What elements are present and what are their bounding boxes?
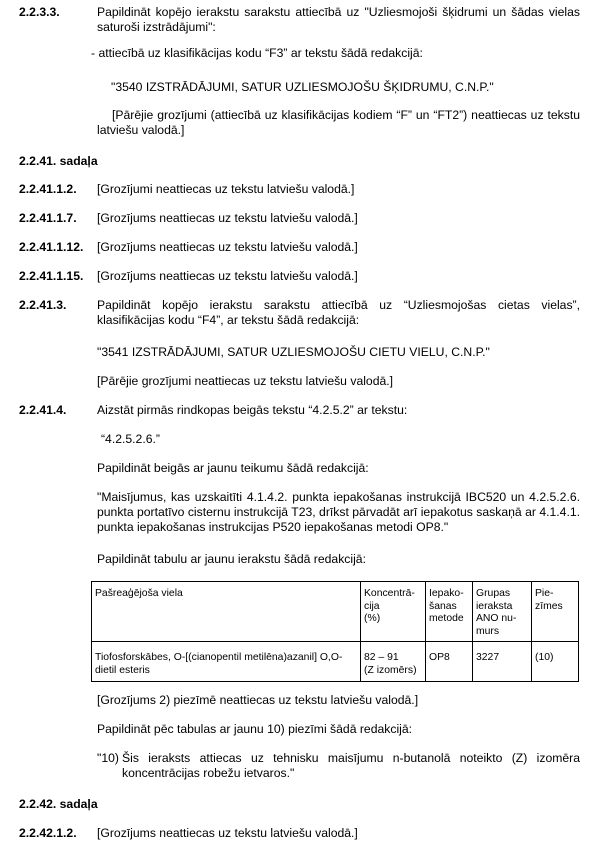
paragraph: - attiecībā uz klasifikācijas kodu “F3” ar tekstu šādā redakcijā: [91,46,423,60]
paragraph: Papildināt kopējo ierakstu sarakstu attiecībā uz "Uzliesmojoši šķidrumi un šādas vielas saturoši izstrādājumi": [97,5,580,34]
note-label: "10) [97,751,119,765]
paragraph: [Grozījums 2) piezīmē neattiecas uz tekstu latviešu valodā.] [97,693,419,707]
table-header-cell: Pašreaģējoša viela [92,582,361,642]
paragraph: Papildināt tabulu ar jaunu ierakstu šādā redakcijā: [97,552,366,566]
table-header-cell: Iepako- šanas metode [426,582,473,642]
table-cell: Tiofosforskābes, O-[(cianopentil metilēna)azanil] O,O-dietil esteris [92,642,361,682]
table-header-cell: Pie- zīmes [532,582,579,642]
table-row [92,642,579,682]
paragraph: Papildināt pēc tabulas ar jaunu 10) piezīmi šādā redakcijā: [97,722,413,736]
paragraph: Papildināt kopējo ierakstu sarakstu attiecībā uz “Uzliesmojošas cietas vielas”, klasifikācijas kodu “F4”, ar tekstu šādā redakcijā: [97,298,580,327]
item-text: [Grozījums neattiecas uz tekstu latviešu valodā.] [97,240,358,254]
section-heading: 2.2.42. sadaļa [19,797,98,811]
table-header-row [92,582,579,642]
item-number: 2.2.41.1.15. [19,269,84,283]
quoted-entry: "3540 IZSTRĀDĀJUMI, SATUR UZLIESMOJOŠU ŠĶIDRUMU, C.N.P." [111,80,494,94]
item-number: 2.2.41.3. [19,298,67,312]
section-number: 2.2.3.3. [19,5,60,19]
substance-table [91,581,579,682]
quoted-paragraph: "Maisījumus, kas uzskaitīti 4.1.4.2. punkta iepakošanas instrukcijā IBC520 un 4.2.5.2.6. punkta portatīvo cisternu instrukcijā T23, drīkst pārvadāt arī iepakotus saskaņā ar 4.1.4.1. punkta iepakošanas instrukcijas P520 iepakošanas metodi OP8." [97,490,580,534]
item-number: 2.2.41.1.12. [19,240,84,254]
item-text: [Grozījums neattiecas uz tekstu latviešu valodā.] [97,826,358,840]
paragraph: [Pārējie grozījumi neattiecas uz tekstu latviešu valodā.] [97,374,394,388]
table-cell: 82 – 91 (Z izomērs) [361,642,426,682]
paragraph: Aizstāt pirmās rindkopas beigās tekstu “4.2.5.2” ar tekstu: [97,403,408,417]
paragraph: [Pārējie grozījumi (attiecībā uz klasifikācijas kodiem “F” un “FT2”) neattiecas uz tekstu latviešu valodā.] [97,108,580,137]
item-text: [Grozījums neattiecas uz tekstu latviešu valodā.] [97,269,358,283]
table-cell: OP8 [426,642,473,682]
quoted-entry: "3541 IZSTRĀDĀJUMI, SATUR UZLIESMOJOŠU CIETU VIELU, C.N.P." [97,345,490,359]
item-text: [Grozījums neattiecas uz tekstu latviešu valodā.] [97,211,358,225]
table-header-cell: Grupas ieraksta ANO nu- murs [473,582,532,642]
item-number: 2.2.42.1.2. [19,826,77,840]
section-heading: 2.2.41. sadaļa [19,154,98,168]
table-header-cell: Koncentrā- cija (%) [361,582,426,642]
table-cell: (10) [532,642,579,682]
note-text: Šis ieraksts attiecas uz tehnisku maisījumu n-butanolā noteikto (Z) izomēra koncentrācijas robežu ietvaros." [122,751,580,780]
item-number: 2.2.41.1.7. [19,211,77,225]
paragraph: “4.2.5.2.6.” [101,432,160,446]
item-number: 2.2.41.1.2. [19,182,77,196]
item-text: [Grozījumi neattiecas uz tekstu latviešu valodā.] [97,182,355,196]
paragraph: Papildināt beigās ar jaunu teikumu šādā redakcijā: [97,461,369,475]
table-cell: 3227 [473,642,532,682]
item-number: 2.2.41.4. [19,403,67,417]
